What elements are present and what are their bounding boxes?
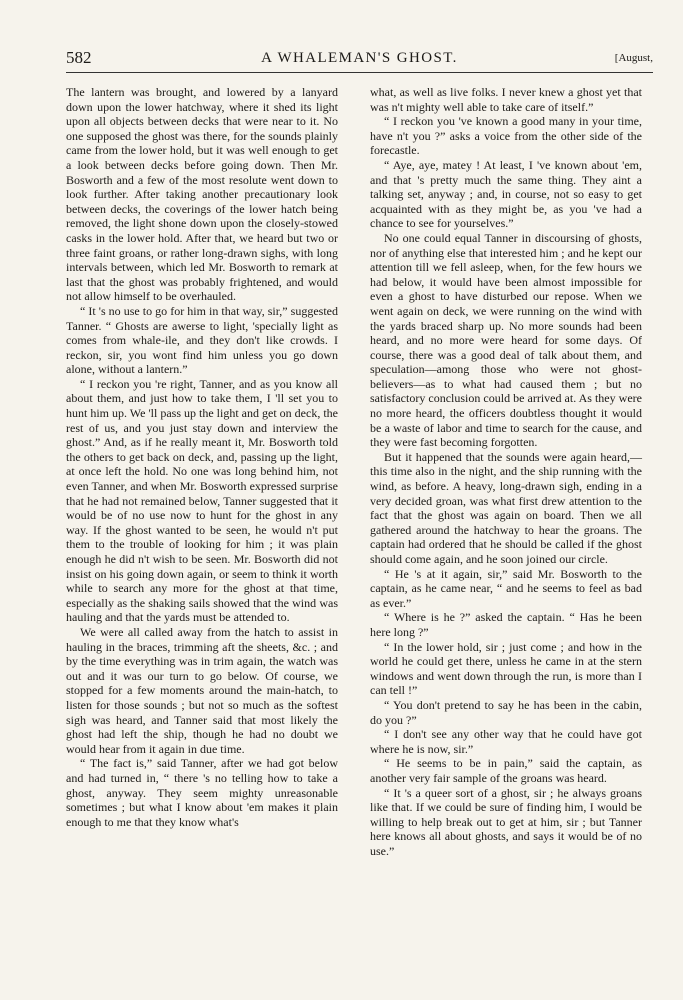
paragraph: “ It 's a queer sort of a ghost, sir ; he always groans like that. If we could be sure of finding him, I would be willing to help break out to get at him, sir ; but Tanner here knows all about ghosts, and says it would be of no use.” [370, 785, 642, 858]
paragraph: “ He seems to be in pain,” said the captain, as another very fair sample of the groans was heard. [370, 756, 642, 785]
paragraph: what, as well as live folks. I never knew a ghost yet that was n't mighty well able to take care of itself.” [370, 85, 642, 114]
paragraph: “ He 's at it again, sir,” said Mr. Bosworth to the captain, as he came near, “ and he seems to feel as bad as ever.” [370, 566, 642, 610]
running-month: [August, [614, 52, 653, 64]
running-header [66, 48, 653, 68]
paragraph: “ Where is he ?” asked the captain. “ Has he been here long ?” [370, 610, 642, 639]
right-column [370, 85, 642, 858]
paragraph: But it happened that the sounds were again heard,—this time also in the night, and the ship running with the wind, as before. A heavy, long-drawn sigh, ending in a very decided groan, was what first drew attention to the fact that the ghost was again on board. Then we all gathered around the hatchway to hear the groans. The captain had ordered that he should be called if the ghost should come again, and he soon joined our circle. [370, 449, 642, 566]
header-rule [66, 72, 653, 73]
paragraph: “ You don't pretend to say he has been in the cabin, do you ?” [370, 697, 642, 727]
paragraph: “ In the lower hold, sir ; just come ; and how in the world he could get there, unless he came in at the stern windows and went down through the run, is more than I can tell !” [370, 639, 642, 698]
left-column [66, 85, 338, 829]
paragraph: “ I reckon you 're right, Tanner, and as you know all about them, and just how to take them, I 'll set you to hunt him up. We 'll pass up the light and get on deck, the rest of us, and you just stay down and interview the ghost.” And, as if he really meant it, Mr. Bosworth told the others to get back on deck, and, passing up the light, at once left the hold. No one was long behind him, not even Tanner, and when Mr. Bosworth expressed surprise that he had not remained below, Tanner suggested that it would be of no use now to hunt for the ghost in any way. If the ghost wanted to be seen, he would n't put them to the trouble of looking for him ; it was plain enough he did n't wish to be seen. Mr. Bosworth did not insist on his going down again, or seem to think it worth while to search any more for the ghost at that time, especially as the shaking sails showed that the wind was hauling and that the yards must be attended to. [66, 376, 338, 625]
running-title: A WHALEMAN'S GHOST. [261, 50, 458, 66]
paragraph: “ The fact is,” said Tanner, after we had got below and had turned in, “ there 's no telling how to take a ghost, anyway. They seem mighty unreasonable sometimes ; but what I know about 'em makes it plain enough to me that they know what's [66, 756, 338, 829]
paragraph: “ I reckon you 've known a good many in your time, have n't you ?” asks a voice from the other side of the forecastle. [370, 114, 642, 158]
paragraph: We were all called away from the hatch to assist in hauling in the braces, trimming aft the sheets, &c. ; and by the time everything was in trim again, the watch was out and it was our turn to go below. Of course, we stopped for a few moments around the main-hatch, to listen for those sounds ; but not so much as the softest sigh was heard, and Tanner said that most likely the ghost had left the ship, though he had no doubt we would hear from it again in due time. [66, 624, 338, 756]
paragraph: “ I don't see any other way that he could have got where he is now, sir.” [370, 727, 642, 756]
paragraph: No one could equal Tanner in discoursing of ghosts, nor of anything else that interested him ; and he kept our attention till we fell asleep, when, for the few hours we had below, it would have been almost impossible for even a ghost to have disturbed our repose. When we went again on deck, we were running on the wind with the yards braced sharp up. No more sounds had been heard, and no more were heard for some days. Of course, there was a good deal of talk about them, and speculation—among those who were not ghost-believers—as to what had caused them ; but no satisfactory conclusion could be arrived at. As they were no more heard, the officers doubtless thought it would be a waste of labor and time to search for the cause, and they were fast becoming forgotten. [370, 230, 642, 450]
page-number: 582 [66, 48, 92, 67]
paragraph: “ It 's no use to go for him in that way, sir,” suggested Tanner. “ Ghosts are awerse to light, 'specially light as comes from whale-ile, and they don't like crowds. I reckon, sir, you wont find him unless you go down alone, without a lantern.” [66, 303, 338, 377]
paragraph: “ Aye, aye, matey ! At least, I 've known about 'em, and that 's pretty much the same thing. They aint a talking set, anyway ; and, in course, not so easy to get acquainted with as they might be, as you 've had a chance to see for yourselves.” [370, 157, 642, 231]
paragraph: The lantern was brought, and lowered by a lanyard down upon the lower hatchway, where it shed its light upon all objects between decks that were near to it. No one supposed the ghost was there, for the sounds plainly came from the lower hold, but it was well enough to get a look between decks before going down. Then Mr. Bosworth and a few of the most resolute went down to look further. After taking another precautionary look between decks, the coverings of the lower hatch being removed, the light shone down upon the closely-stowed casks in the lower hold. After that, we heard but two or three faint groans, or rather long-drawn sighs, with long intervals between, which led Mr. Bosworth to remark at last that the ghost was probably frightened, and would not allow himself to be overhauled. [66, 85, 338, 304]
